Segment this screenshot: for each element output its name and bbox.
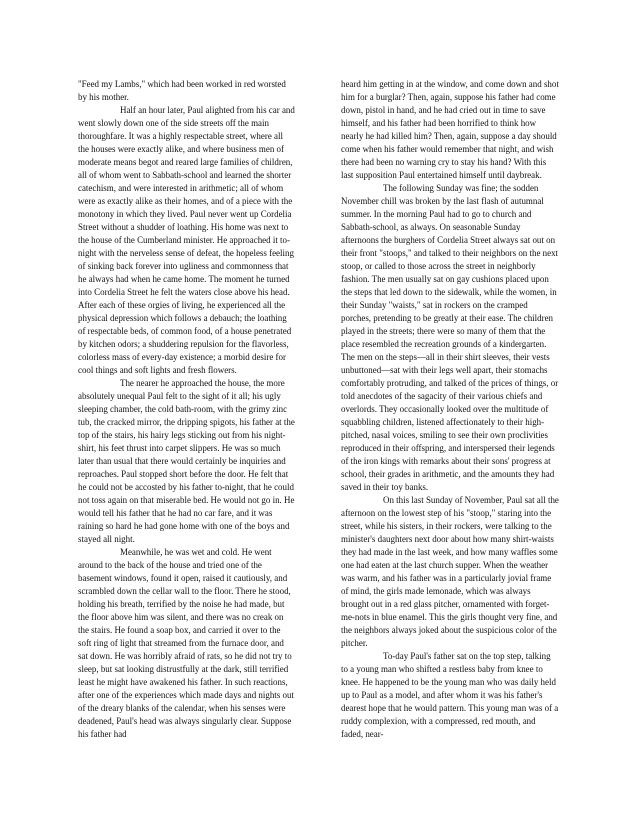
paragraph: On this last Sunday of November, Paul sat all the afternoon on the lowest step of his "stoop," staring into the street, while his sisters, in their rockers, were talking to the minister's daughters next door about how many shirt-waists they had made in the last week, and how many waffles some one had eaten at the last church supper. When the weather was warm, and his father was in a particularly jovial frame of mind, the girls made lemonade, which was always brought out in a red glass pitcher, ornamented with forget-me-nots in blue enamel. This the girls thought very fine, and the neighbors always joked about the suspicious color of the pitcher.	[341, 495, 559, 648]
right-column	[341, 78, 559, 741]
paragraph: Half an hour later, Paul alighted from his car and went slowly down one of the side streets off the main thoroughfare. It was a highly respectable street, where all the houses were exactly alike, and where business men of moderate means begot and reared large families of children, all of whom went to Sabbath-school and learned the shorter catechism, and were interested in arithmetic; all of whom were as exactly alike as their homes, and of a piece with the monotony in which they lived. Paul never went up Cordelia Street without a shudder of loathing. His home was next to the house of the Cumberland minister. He approached it to-night with the nerveless sense of defeat, the hopeless feeling of sinking back forever into ugliness and commonness that he always had when he came home. The moment he turned into Cordelia Street he felt the waters close above his head. After each of these orgies of living, he experienced all the physical depression which follows a debauch; the loathing of respectable beds, of common food, of a house penetrated by kitchen odors; a shuddering repulsion for the flavorless, colorless mass of every-day existence; a morbid desire for cool things and soft lights and fresh flowers.	[78, 105, 295, 375]
paragraph: "Feed my Lambs," which had been worked in red worsted by his mother.	[78, 79, 286, 102]
paragraph: heard him getting in at the window, and come down and shot him for a burglar? Then, again, suppose his father had come down, pistol in hand, and he had cried out in time to save himself, and his father had been horrified to think how nearly he had killed him? Then, again, suppose a day should come when his father would remember that night, and wish there had been no warning cry to stay his hand? With this last supposition Paul entertained himself until daybreak.	[341, 79, 559, 180]
paragraph: The nearer he approached the house, the more absolutely unequal Paul felt to the sight of it all; his ugly sleeping chamber, the cold bath-room, with the grimy zinc tub, the cracked mirror, the dripping spigots, his father at the top of the stairs, his hairy legs sticking out from his night-shirt, his feet thrust into carpet slippers. He was so much later than usual that there would certainly be inquiries and reproaches. Paul stopped short before the door. He felt that he could not be accosted by his father to-night, that he could not toss again on that miserable bed. He would not go in. He would tell his father that he had no car fare, and it was raining so hard he had gone home with one of the boys and stayed all night.	[78, 378, 295, 544]
left-column	[78, 78, 296, 741]
paragraph: To-day Paul's father sat on the top step, talking to a young man who shifted a restless baby from knee to knee. He happened to be the young man who was daily held up to Paul as a model, and after whom it was his father's dearest hope that he would pattern. This young man was of a ruddy complexion, with a compressed, red mouth, and faded, near-	[341, 651, 559, 739]
paragraph: The following Sunday was fine; the sodden November chill was broken by the last flash of autumnal summer. In the morning Paul had to go to church and Sabbath-school, as always. On seasonable Sunday afternoons the burghers of Cordelia Street always sat out on their front "stoops," and talked to their neighbors on the next stoop, or called to those across the street in neighborly fashion. The men usually sat on gay cushions placed upon the steps that led down to the sidewalk, while the women, in their Sunday "waists," sat in rockers on the cramped porches, pretending to be greatly at their ease. The children played in the streets; there were so many of them that the place resembled the recreation grounds of a kindergarten. The men on the steps—all in their shirt sleeves, their vests unbuttoned—sat with their legs well apart, their stomachs comfortably protruding, and talked of the prices of things, or told anecdotes of the sagacity of their various chiefs and overlords. They occasionally looked over the multitude of squabbling children, listened affectionately to their high-pitched, nasal voices, smiling to see their own proclivities reproduced in their offspring, and interspersed their legends of the iron kings with remarks about their sons' progress at school, their grades in arithmetic, and the amounts they had saved in their toy banks.	[341, 183, 559, 492]
paragraph: Meanwhile, he was wet and cold. He went around to the back of the house and tried one of the basement windows, found it open, raised it cautiously, and scrambled down the cellar wall to the floor. There he stood, holding his breath, terrified by the noise he had made, but the floor above him was silent, and there was no creak on the stairs. He found a soap box, and carried it over to the soft ring of light that streamed from the furnace door, and sat down. He was horribly afraid of rats, so he did not try to sleep, but sat looking distrustfully at the dark, still terrified least he might have awakened his father. In such reactions, after one of the experiences which made days and nights out of the dreary blanks of the calendar, when his senses were deadened, Paul's head was always singularly clear. Suppose his father had	[78, 547, 294, 739]
